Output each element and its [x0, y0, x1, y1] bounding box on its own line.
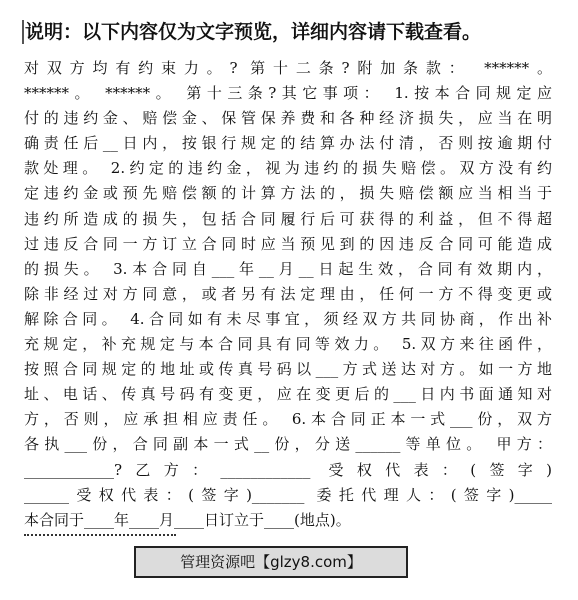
- body-line: 址、电话、传真号码有变更，应在变更后的___日内书面通知对: [24, 385, 552, 404]
- body-line: 确责任后__日内，按银行规定的结算办法付清，否则按逾期付: [24, 134, 552, 153]
- source-link-box[interactable]: [134, 546, 408, 578]
- text-cursor: [22, 20, 24, 44]
- body-line: 付的违约金、赔偿金、保管保养费和各种经济损失，应当在明: [24, 109, 552, 128]
- source-link-label[interactable]: 管理资源吧【glzy8.com】: [180, 553, 362, 571]
- dotted-divider: [24, 534, 176, 536]
- body-line: 的损失。 3.本合同自___年__月__日起生效，合同有效期内，: [24, 259, 552, 278]
- body-line: 充规定，补充规定与本合同具有同等效力。 5.双方来往函件，: [24, 335, 552, 354]
- body-line: 本合同于____年____月____日订立于____(地点)。: [24, 510, 351, 529]
- document-body: [24, 56, 552, 533]
- body-line: ______受权代表：(签字)_______ 委托代理人：(签字)_____: [24, 485, 552, 504]
- body-line: 对双方均有约束力。? 第十二条?附加条款： ******。: [24, 59, 552, 77]
- body-line: 款处理。 2.约定的违约金，视为违约的损失赔偿。双方没有约: [24, 159, 552, 178]
- preview-notice: [0, 16, 578, 48]
- body-line: 定违约金或预先赔偿额的计算方法的，损失赔偿额应当相当于: [24, 184, 552, 203]
- body-line: 除非经过对方同意，或者另有法定理由，任何一方不得变更或: [24, 284, 552, 303]
- body-line: 过违反合同一方订立合同时应当预见到的因违反合同可能造成: [24, 234, 552, 253]
- preview-notice-text: 说明：以下内容仅为文字预览，详细内容请下载查看。: [25, 21, 482, 43]
- body-line: 各执___份，合同副本一式__份，分送______等单位。 甲方：: [24, 435, 552, 454]
- body-line: 按照合同规定的地址或传真号码以___方式送达对方。如一方地: [24, 360, 552, 379]
- body-line: ******。 ******。 第十三条?其它事项： 1.按本合同规定应: [24, 84, 552, 103]
- body-line: 方，否则，应承担相应责任。 6.本合同正本一式___份，双方: [24, 410, 552, 429]
- body-line: 解除合同。 4.合同如有未尽事宜，须经双方共同协商，作出补: [24, 309, 552, 328]
- body-line: 违约所造成的损失，包括合同履行后可获得的利益，但不得超: [24, 209, 552, 228]
- body-line: ____________?乙方：____________ 受权代表：(签字): [24, 460, 552, 479]
